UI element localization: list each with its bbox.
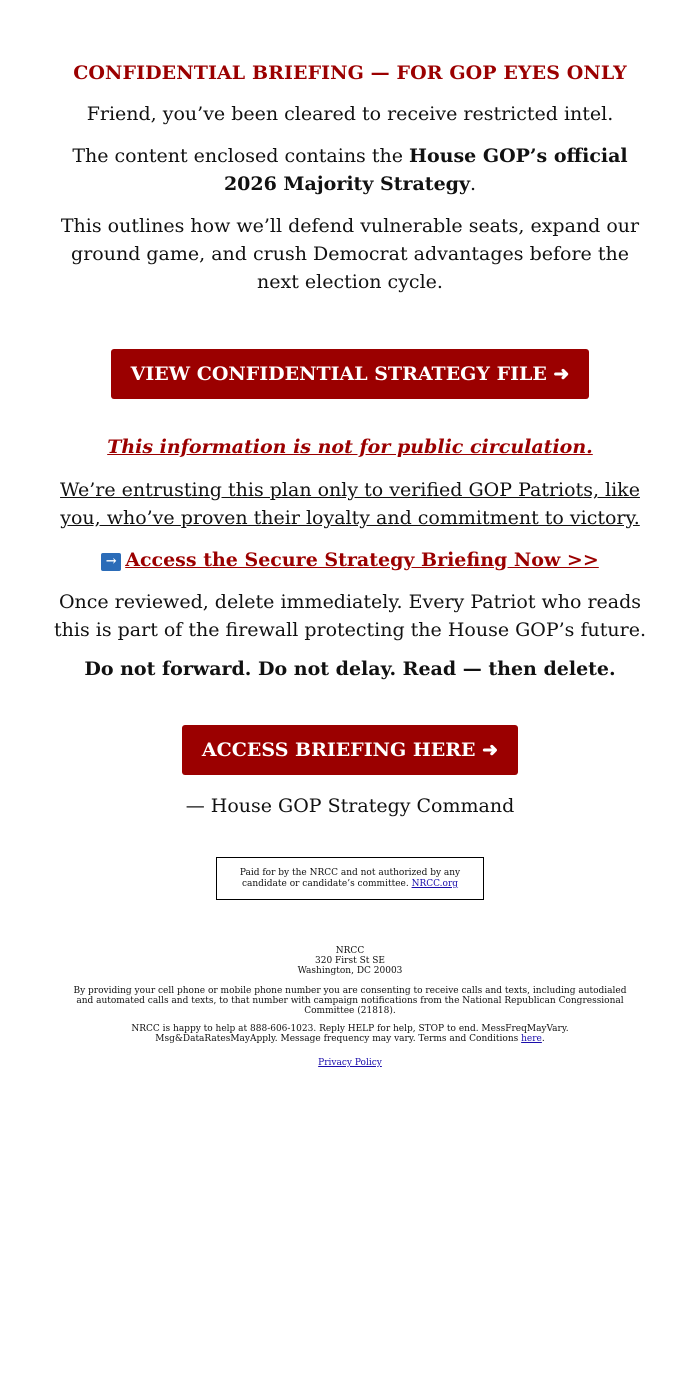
footer <box>50 946 650 1068</box>
nrcc-link[interactable]: NRCC.org <box>411 879 459 889</box>
terms-link[interactable]: here <box>521 1034 542 1044</box>
button-row-1 <box>50 310 650 436</box>
content-post: . <box>470 173 477 195</box>
content-pre: The content enclosed contains the <box>72 145 410 167</box>
disclaimer-text: Paid for by the NRCC and not authorized by any candidate or candidate’s committee. <box>239 868 461 889</box>
headline: CONFIDENTIAL BRIEFING — FOR GOP EYES ONLY <box>73 62 627 84</box>
email-body <box>50 0 650 1068</box>
strategy-name: House GOP’s official 2026 Majority Strategy <box>223 145 628 195</box>
privacy-row <box>50 1058 650 1068</box>
access-briefing-button[interactable]: ACCESS BRIEFING HERE ➜ <box>182 725 518 775</box>
footer-consent: By providing your cell phone or mobile phone number you are consenting to receive calls and texts, including autodialed and automated calls and texts, to that number with campaign notifications from the National Republican Congressional Committee (21818). <box>73 986 627 1016</box>
footer-street: 320 First St SE <box>315 956 385 966</box>
footer-address <box>50 946 650 976</box>
arrow-right-icon: → <box>101 553 121 571</box>
access-link-label: Access the Secure Strategy Briefing Now >> <box>125 549 599 571</box>
footer-city: Washington, DC 20003 <box>297 966 403 976</box>
review-text: Once reviewed, delete immediately. Every Patriot who reads this is part of the firewall protecting the House GOP’s future. <box>54 591 646 641</box>
access-link-row <box>50 546 650 574</box>
footer-help-end: . <box>541 1034 545 1044</box>
signature: — House GOP Strategy Command <box>185 795 515 817</box>
entrust-text[interactable]: We’re entrusting this plan only to verified GOP Patriots, like you, who’ve proven their loyalty and commitment to victory. <box>60 479 640 529</box>
content-paragraph <box>50 142 650 198</box>
outline-text: This outlines how we’ll defend vulnerable seats, expand our ground game, and crush Democrat advantages before the next election cycle. <box>60 215 640 293</box>
warning-text[interactable]: This information is not for public circulation. <box>107 436 593 458</box>
privacy-policy-link[interactable]: Privacy Policy <box>318 1058 382 1068</box>
footer-help-text: NRCC is happy to help at 888-606-1023. Reply HELP for help, STOP to end. MessFreqMayVary. Msg&DataRatesMayApply. Message frequency may vary. Terms and Conditions <box>131 1024 569 1044</box>
footer-help <box>50 1024 650 1044</box>
paid-for-disclaimer <box>216 857 484 900</box>
do-not-forward-text: Do not forward. Do not delay. Read — then delete. <box>84 658 616 680</box>
button-row-2 <box>50 680 650 795</box>
access-briefing-link[interactable] <box>101 549 599 571</box>
footer-org: NRCC <box>335 946 365 956</box>
intro-text: Friend, you’ve been cleared to receive restricted intel. <box>86 103 614 125</box>
view-strategy-button[interactable]: VIEW CONFIDENTIAL STRATEGY FILE ➜ <box>111 349 590 399</box>
